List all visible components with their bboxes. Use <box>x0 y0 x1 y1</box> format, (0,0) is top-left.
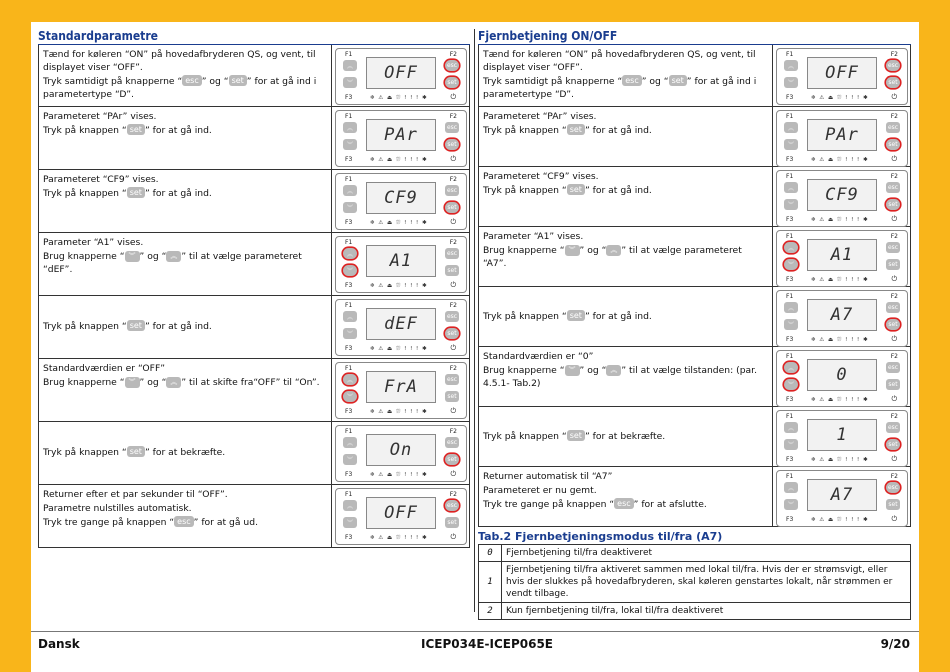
status-icons: ❄ ⚠ ⏏ ⛆ ! ! ! ✱ <box>811 337 869 343</box>
down-button[interactable]: ︾ <box>343 139 357 150</box>
f3-label: F3 <box>345 94 353 101</box>
down-button[interactable]: ︾ <box>343 328 357 339</box>
mode-value: 0 <box>479 545 502 562</box>
up-button-icon: ︽ <box>166 377 181 388</box>
lcd-display: A7 <box>807 299 877 331</box>
step-text: Parameteret “CF9” vises. Tryk på knappen “ set ” for at gå ind. <box>43 174 212 199</box>
esc-button[interactable]: esc <box>446 376 458 383</box>
mode-table <box>478 544 911 620</box>
lcd-display: OFF <box>366 57 436 89</box>
section-title: Fjernbetjening ON/OFF <box>478 29 911 45</box>
set-button[interactable]: set <box>445 139 459 150</box>
controller-panel-cell <box>772 45 910 106</box>
power-icon: ⏻ <box>450 281 456 289</box>
table-row <box>479 603 911 620</box>
controller-panel-cell <box>772 407 910 466</box>
esc-button[interactable]: esc <box>446 187 458 194</box>
down-button[interactable]: ︾ <box>343 517 357 528</box>
mode-value: 2 <box>479 603 502 620</box>
f3-label: F3 <box>345 219 353 226</box>
step-row <box>39 358 469 421</box>
step-row <box>39 106 469 169</box>
f1-label: F1 <box>345 51 353 58</box>
controller-panel-cell <box>772 287 910 346</box>
step-row <box>479 106 910 166</box>
down-button[interactable]: ︾ <box>784 499 798 510</box>
left-color-band <box>0 0 31 672</box>
set-button[interactable]: set <box>445 517 459 528</box>
controller-panel <box>335 425 467 482</box>
f3-label: F3 <box>786 516 794 523</box>
esc-button[interactable]: esc <box>446 313 458 320</box>
status-icons: ❄ ⚠ ⏏ ⛆ ! ! ! ✱ <box>370 95 428 101</box>
down-button[interactable]: ︾ <box>784 439 798 450</box>
footer-page-number: 9/20 <box>880 637 910 651</box>
set-button[interactable]: set <box>445 391 459 402</box>
lcd-display: 1 <box>807 419 877 451</box>
down-button-icon: ︾ <box>125 377 140 388</box>
f3-label: F3 <box>345 156 353 163</box>
f1-label: F1 <box>786 473 794 480</box>
controller-panel <box>335 362 467 419</box>
up-button[interactable]: ︽ <box>343 311 357 322</box>
lcd-display: OFF <box>366 497 436 529</box>
steps-table <box>478 45 911 527</box>
f2-label: F2 <box>449 365 457 372</box>
step-text: Tænd for køleren “ON” på hovedafbryderen QS, og vent, til displayet viser “OFF”. Tryk samtidigt på knapperne “ esc ” og “ set ” for at gå ind i parametertype “D”. <box>43 49 317 100</box>
f2-label: F2 <box>449 239 457 246</box>
esc-button-icon: esc <box>614 498 634 509</box>
status-icons: ❄ ⚠ ⏏ ⛆ ! ! ! ✱ <box>370 472 428 478</box>
power-icon: ⏻ <box>891 275 897 283</box>
f3-label: F3 <box>786 94 794 101</box>
down-button[interactable]: ︾ <box>343 77 357 88</box>
lcd-display: CF9 <box>366 182 436 214</box>
down-button[interactable]: ︾ <box>784 77 798 88</box>
up-button[interactable]: ︽ <box>343 374 357 385</box>
lcd-display: CF9 <box>807 179 877 211</box>
set-button[interactable]: set <box>886 499 900 510</box>
f1-label: F1 <box>345 239 353 246</box>
up-button[interactable]: ︽ <box>784 482 798 493</box>
up-button[interactable]: ︽ <box>343 248 357 259</box>
controller-panel-cell <box>331 107 469 169</box>
step-text: Returner efter et par sekunder til “OFF”. Parametre nulstilles automatisk. Tryk tre gange på knappen “ esc ” for at gå ud. <box>43 489 258 528</box>
f3-label: F3 <box>345 282 353 289</box>
power-icon: ⏻ <box>891 335 897 343</box>
remote-onoff-section <box>478 29 911 620</box>
section-title: Standardparametre <box>38 29 470 45</box>
up-button[interactable]: ︽ <box>784 302 798 313</box>
controller-panel-cell <box>331 485 469 547</box>
down-button-icon: ︾ <box>125 251 140 262</box>
esc-button[interactable]: esc <box>887 62 899 69</box>
power-icon: ⏻ <box>891 455 897 463</box>
power-icon: ⏻ <box>891 155 897 163</box>
controller-panel <box>335 48 467 105</box>
power-icon: ⏻ <box>891 215 897 223</box>
step-text: Tryk på knappen “ set ” for at gå ind. <box>483 310 652 322</box>
esc-button-icon: esc <box>182 75 202 86</box>
set-button-icon: set <box>669 75 687 86</box>
f1-label: F1 <box>786 413 794 420</box>
up-button[interactable]: ︽ <box>343 185 357 196</box>
up-button[interactable]: ︽ <box>784 122 798 133</box>
f2-label: F2 <box>449 176 457 183</box>
mode-description: Kun fjernbetjening til/fra, lokal til/fra deaktiveret <box>502 603 911 620</box>
f1-label: F1 <box>345 491 353 498</box>
status-icons: ❄ ⚠ ⏏ ⛆ ! ! ! ✱ <box>811 95 869 101</box>
status-icons: ❄ ⚠ ⏏ ⛆ ! ! ! ✱ <box>811 457 869 463</box>
esc-button[interactable]: esc <box>887 184 899 191</box>
f1-label: F1 <box>345 113 353 120</box>
set-button[interactable]: set <box>886 439 900 450</box>
step-row <box>39 169 469 232</box>
top-color-band <box>31 0 919 22</box>
f3-label: F3 <box>786 336 794 343</box>
step-row <box>479 226 910 286</box>
esc-button[interactable]: esc <box>887 424 899 431</box>
power-icon: ⏻ <box>450 533 456 541</box>
controller-panel <box>776 470 908 527</box>
step-text: Tænd for køleren “ON” på hovedafbryderen QS, og vent, til displayet viser “OFF”. Tryk samtidigt på knapperne “ esc ” og “ set ” for at gå ind i parametertype “D”. <box>483 49 757 100</box>
esc-button[interactable]: esc <box>887 304 899 311</box>
up-button[interactable]: ︽ <box>784 182 798 193</box>
set-button[interactable]: set <box>445 265 459 276</box>
set-button-icon: set <box>567 184 585 195</box>
f1-label: F1 <box>786 233 794 240</box>
set-button[interactable]: set <box>886 199 900 210</box>
controller-panel-cell <box>331 359 469 421</box>
step-row <box>479 166 910 226</box>
esc-button[interactable]: esc <box>446 250 458 257</box>
set-button[interactable]: set <box>886 379 900 390</box>
lcd-display: OFF <box>807 57 877 89</box>
step-text: Tryk på knappen “ set ” for at bekræfte. <box>43 447 226 458</box>
step-row <box>39 295 469 358</box>
status-icons: ❄ ⚠ ⏏ ⛆ ! ! ! ✱ <box>811 397 869 403</box>
step-text: Tryk på knappen “ set ” for at bekræfte. <box>483 430 666 442</box>
status-icons: ❄ ⚠ ⏏ ⛆ ! ! ! ✱ <box>370 220 428 226</box>
down-button[interactable]: ︾ <box>343 454 357 465</box>
esc-button-icon: esc <box>622 75 642 86</box>
lcd-display: A1 <box>807 239 877 271</box>
table-title: Tab.2 Fjernbetjeningsmodus til/fra (A7) <box>478 530 723 543</box>
controller-panel <box>776 350 908 407</box>
steps-table <box>38 45 470 548</box>
mode-description: Fjernbetjening til/fra aktiveret sammen med lokal til/fra. Hvis der er strømsvigt, eller hvis der slukkes på hovedafbryderen, skal køleren genstartes lokalt, når strømmen er vendt tilbage. <box>502 562 911 603</box>
mode-description: Fjernbetjening til/fra deaktiveret <box>502 545 911 562</box>
f1-label: F1 <box>786 173 794 180</box>
up-button-icon: ︽ <box>606 365 621 376</box>
table-row <box>479 545 911 562</box>
down-button-icon: ︾ <box>565 245 580 256</box>
f2-label: F2 <box>890 113 898 120</box>
up-button[interactable]: ︽ <box>343 437 357 448</box>
f1-label: F1 <box>786 293 794 300</box>
step-text: Standardværdien er “OFF” Brug knapperne “ ︾ ” og “ ︽ ” til at skifte fra“OFF” til “On”. <box>43 363 320 388</box>
f3-label: F3 <box>786 216 794 223</box>
down-button[interactable]: ︾ <box>343 265 357 276</box>
power-icon: ⏻ <box>891 515 897 523</box>
step-row <box>479 346 910 406</box>
esc-button-icon: esc <box>174 516 194 527</box>
power-icon: ⏻ <box>450 470 456 478</box>
power-icon: ⏻ <box>450 93 456 101</box>
step-row <box>479 466 910 526</box>
status-icons: ❄ ⚠ ⏏ ⛆ ! ! ! ✱ <box>370 409 428 415</box>
f1-label: F1 <box>345 302 353 309</box>
f2-label: F2 <box>449 113 457 120</box>
set-button[interactable]: set <box>445 202 459 213</box>
up-button[interactable]: ︽ <box>343 60 357 71</box>
f3-label: F3 <box>345 345 353 352</box>
down-button-icon: ︾ <box>565 365 580 376</box>
status-icons: ❄ ⚠ ⏏ ⛆ ! ! ! ✱ <box>370 346 428 352</box>
mode-value: 1 <box>479 562 502 603</box>
up-button-icon: ︽ <box>166 251 181 262</box>
right-color-band <box>919 0 950 672</box>
power-icon: ⏻ <box>450 218 456 226</box>
up-button[interactable]: ︽ <box>784 60 798 71</box>
table-row <box>479 562 911 603</box>
up-button[interactable]: ︽ <box>784 422 798 433</box>
esc-button[interactable]: esc <box>446 502 458 509</box>
set-button[interactable]: set <box>886 77 900 88</box>
f2-label: F2 <box>890 413 898 420</box>
column-divider <box>474 29 475 612</box>
set-button[interactable]: set <box>445 454 459 465</box>
esc-button[interactable]: esc <box>887 124 899 131</box>
f2-label: F2 <box>890 353 898 360</box>
controller-panel <box>335 236 467 293</box>
controller-panel <box>776 410 908 467</box>
f3-label: F3 <box>786 396 794 403</box>
controller-panel <box>776 290 908 347</box>
status-icons: ❄ ⚠ ⏏ ⛆ ! ! ! ✱ <box>811 517 869 523</box>
f2-label: F2 <box>890 473 898 480</box>
f2-label: F2 <box>449 491 457 498</box>
lcd-display: dEF <box>366 308 436 340</box>
esc-button[interactable]: esc <box>446 124 458 131</box>
down-button[interactable]: ︾ <box>343 202 357 213</box>
controller-panel-cell <box>772 347 910 406</box>
set-button[interactable]: set <box>886 319 900 330</box>
set-button-icon: set <box>567 430 585 441</box>
lcd-display: FrA <box>366 371 436 403</box>
f2-label: F2 <box>449 428 457 435</box>
set-button[interactable]: set <box>886 139 900 150</box>
controller-panel <box>776 110 908 167</box>
controller-panel-cell <box>331 45 469 106</box>
esc-button[interactable]: esc <box>446 439 458 446</box>
controller-panel-cell <box>331 170 469 232</box>
status-icons: ❄ ⚠ ⏏ ⛆ ! ! ! ✱ <box>370 157 428 163</box>
f1-label: F1 <box>345 428 353 435</box>
f2-label: F2 <box>890 51 898 58</box>
down-button[interactable]: ︾ <box>784 379 798 390</box>
controller-panel-cell <box>772 467 910 526</box>
up-button-icon: ︽ <box>606 245 621 256</box>
lcd-display: 0 <box>807 359 877 391</box>
step-text: Tryk på knappen “ set ” for at gå ind. <box>43 321 212 332</box>
standard-parameters-section <box>38 29 470 548</box>
up-button[interactable]: ︽ <box>784 242 798 253</box>
controller-panel-cell <box>772 227 910 286</box>
set-button-icon: set <box>229 75 247 86</box>
up-button[interactable]: ︽ <box>784 362 798 373</box>
step-text: Parameteret “CF9” vises. Tryk på knappen “ set ” for at gå ind. <box>483 171 652 196</box>
controller-panel <box>776 170 908 227</box>
up-button[interactable]: ︽ <box>343 500 357 511</box>
step-text: Standardværdien er “0” Brug knapperne “ ︾ ” og “ ︽ ” til at vælge tilstanden: (par. 4.5.1- Tab.2) <box>483 351 758 389</box>
f1-label: F1 <box>786 113 794 120</box>
step-row <box>479 286 910 346</box>
controller-panel-cell <box>331 233 469 295</box>
esc-button[interactable]: esc <box>887 484 899 491</box>
down-button[interactable]: ︾ <box>784 139 798 150</box>
power-icon: ⏻ <box>450 155 456 163</box>
lcd-display: On <box>366 434 436 466</box>
status-icons: ❄ ⚠ ⏏ ⛆ ! ! ! ✱ <box>811 277 869 283</box>
f1-label: F1 <box>345 176 353 183</box>
step-row <box>479 45 910 106</box>
f2-label: F2 <box>890 233 898 240</box>
step-text: Parameteret “PAr” vises. Tryk på knappen “ set ” for at gå ind. <box>43 111 212 136</box>
step-row <box>39 232 469 295</box>
set-button[interactable]: set <box>886 259 900 270</box>
f1-label: F1 <box>786 353 794 360</box>
controller-panel <box>335 110 467 167</box>
f3-label: F3 <box>786 456 794 463</box>
set-button[interactable]: set <box>445 77 459 88</box>
power-icon: ⏻ <box>450 344 456 352</box>
lcd-display: PAr <box>807 119 877 151</box>
f3-label: F3 <box>345 408 353 415</box>
down-button[interactable]: ︾ <box>343 391 357 402</box>
esc-button[interactable]: esc <box>887 364 899 371</box>
controller-panel <box>335 488 467 545</box>
set-button-icon: set <box>127 124 145 135</box>
down-button[interactable]: ︾ <box>784 199 798 210</box>
status-icons: ❄ ⚠ ⏏ ⛆ ! ! ! ✱ <box>370 283 428 289</box>
power-icon: ⏻ <box>891 93 897 101</box>
controller-panel-cell <box>331 422 469 484</box>
f2-label: F2 <box>449 51 457 58</box>
set-button[interactable]: set <box>445 328 459 339</box>
step-row <box>39 45 469 106</box>
step-row <box>39 484 469 547</box>
controller-panel <box>776 48 908 105</box>
step-text: Parameter “A1” vises. Brug knapperne “ ︾ ” og “ ︽ ” til at vælge parameteret “A7”. <box>483 231 742 269</box>
set-button-icon: set <box>567 124 585 135</box>
lcd-display: A7 <box>807 479 877 511</box>
controller-panel-cell <box>772 107 910 166</box>
f3-label: F3 <box>345 534 353 541</box>
esc-button[interactable]: esc <box>446 62 458 69</box>
down-button[interactable]: ︾ <box>784 259 798 270</box>
f1-label: F1 <box>345 365 353 372</box>
f3-label: F3 <box>786 276 794 283</box>
controller-panel-cell <box>331 296 469 358</box>
down-button[interactable]: ︾ <box>784 319 798 330</box>
f2-label: F2 <box>449 302 457 309</box>
step-text: Returner automatisk til “A7” Parameteret er nu gemt. Tryk tre gange på knappen “ esc ” for at afslutte. <box>483 471 707 510</box>
up-button[interactable]: ︽ <box>343 122 357 133</box>
set-button-icon: set <box>127 446 145 457</box>
controller-panel-cell <box>772 167 910 226</box>
status-icons: ❄ ⚠ ⏏ ⛆ ! ! ! ✱ <box>811 157 869 163</box>
f2-label: F2 <box>890 173 898 180</box>
set-button-icon: set <box>127 187 145 198</box>
f2-label: F2 <box>890 293 898 300</box>
step-text: Parameter “A1” vises. Brug knapperne “ ︾ ” og “ ︽ ” til at vælge parameteret “dEF”. <box>43 237 302 275</box>
set-button-icon: set <box>127 320 145 331</box>
footer-rule <box>31 631 919 632</box>
step-text: Parameteret “PAr” vises. Tryk på knappen “ set ” for at gå ind. <box>483 111 652 136</box>
status-icons: ❄ ⚠ ⏏ ⛆ ! ! ! ✱ <box>811 217 869 223</box>
footer-model: ICEP034E-ICEP065E <box>421 637 553 651</box>
power-icon: ⏻ <box>450 407 456 415</box>
esc-button[interactable]: esc <box>887 244 899 251</box>
step-row <box>39 421 469 484</box>
controller-panel <box>335 173 467 230</box>
f3-label: F3 <box>345 471 353 478</box>
controller-panel <box>335 299 467 356</box>
status-icons: ❄ ⚠ ⏏ ⛆ ! ! ! ✱ <box>370 535 428 541</box>
f3-label: F3 <box>786 156 794 163</box>
power-icon: ⏻ <box>891 395 897 403</box>
lcd-display: A1 <box>366 245 436 277</box>
step-row <box>479 406 910 466</box>
footer-language: Dansk <box>38 637 80 651</box>
lcd-display: PAr <box>366 119 436 151</box>
f1-label: F1 <box>786 51 794 58</box>
set-button-icon: set <box>567 310 585 321</box>
controller-panel <box>776 230 908 287</box>
